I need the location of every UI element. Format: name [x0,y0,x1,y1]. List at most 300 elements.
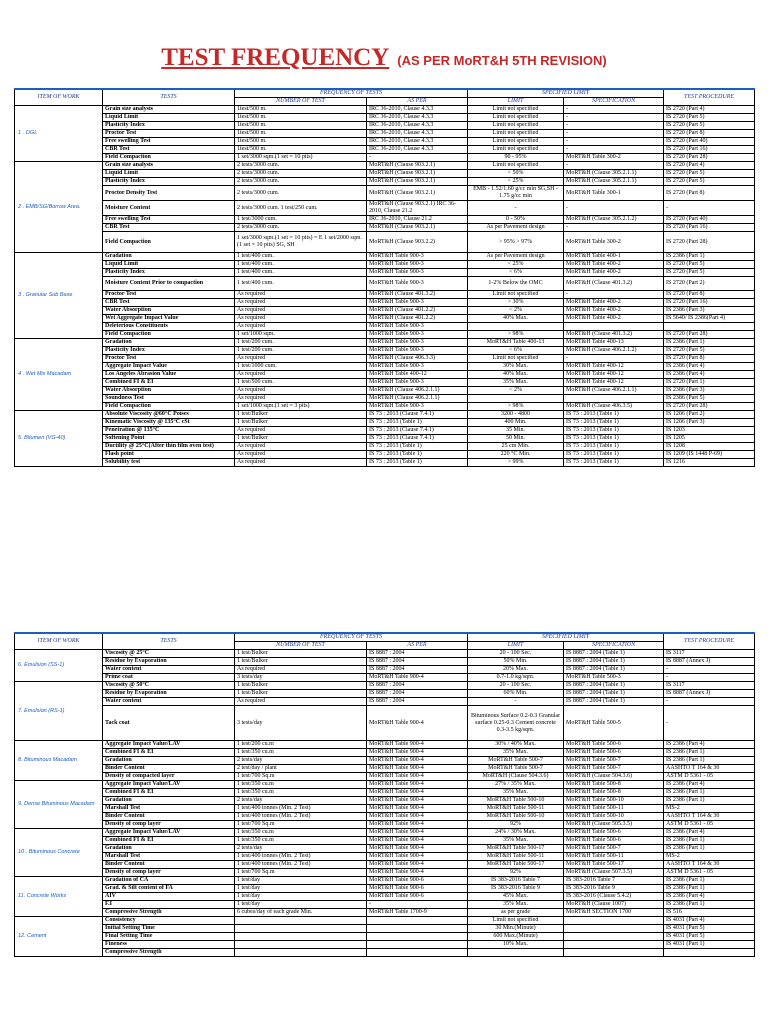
limit-cell: 60% Min. [468,690,564,698]
as-per-cell: MoRT&H (Clause 903.2.1) [367,170,468,178]
header-specification: SPECIFICATION [564,642,664,650]
frequency-cell: 1 test/Bulker [235,658,367,666]
frequency-cell: 1 test/700 Sq.m [235,821,367,829]
specification-cell: MoRT&H Table 500-8 [564,781,664,789]
specification-cell: MoRT&H Table 500-5 [564,706,664,741]
procedure-cell: IS 1208 [664,443,755,451]
frequency-cell: 1 test/Bulker [235,435,367,443]
procedure-cell: IS 2386 (Part 1) [664,789,755,797]
limit-cell: MoRT&H (Clause 504.3.6) [468,773,564,781]
limit-cell: Limit not specified [468,355,564,363]
table-row [15,178,755,186]
procedure-cell: IS 2386 (Part 4) [664,363,755,371]
item-of-work-cell: 8. Bituminous Macadam [15,741,103,781]
frequency-cell: As required [235,451,367,459]
limit-cell: 35 Min. [468,427,564,435]
frequency-cell: 1 test/Bulker [235,682,367,690]
procedure-cell: AASHTO T 164 & 30 [664,861,755,869]
as-per-cell: MoRT&H (Clause 903.2.1) IRC 36-2010, Clause 21.2 [367,201,468,216]
table-body-1 [15,106,755,467]
limit-cell: 50 Min. [468,435,564,443]
as-per-cell: IRC 36-2010, Clause 4.3.3 [367,146,468,154]
frequency-cell: As required [235,427,367,435]
limit-cell: > 99% [468,459,564,467]
frequency-cell: 1 test/500 cum. [235,379,367,387]
as-per-cell: MoRT&H Table 900-4 [367,749,468,757]
test-name-cell: Field Compaction [103,232,235,253]
procedure-cell: IS 2720 (Part 28) [664,232,755,253]
header-specified-limit: SPECIFIED LIMIT [468,89,664,98]
as-per-cell: MoRT&H Table 900-4 [367,757,468,765]
frequency-cell: 1test/500 m. [235,130,367,138]
as-per-cell: IS 8887 : 2004 [367,698,468,706]
frequency-cell: 1 test/350 cu.m [235,789,367,797]
table-row [15,253,755,261]
procedure-cell: IS 3117 [664,682,755,690]
test-name-cell: Ductility @ 25°C(After thin film oven test) [103,443,235,451]
item-of-work-cell: 7. Emulsion (RS-1) [15,682,103,741]
limit-cell: 25 cm Min. [468,443,564,451]
table-row [15,698,755,706]
test-name-cell: AIV [103,893,235,901]
limit-cell: MoRT&H Table 500-10 [468,813,564,821]
as-per-cell: MoRT&H (Clause 401.3.2) [367,291,468,299]
limit-cell: 20 - 100 Sec. [468,650,564,658]
procedure-cell: MS-2 [664,853,755,861]
specification-cell: MoRT&H (Clause 1007) [564,901,664,909]
limit-cell: 40% Max. [468,315,564,323]
limit-cell: 35% Max. [468,901,564,909]
test-name-cell: Density of comp layer [103,869,235,877]
test-name-cell: Combined FI & EI [103,749,235,757]
limit-cell: Limit not specified [468,130,564,138]
as-per-cell: MoRT&H Table 900-4 [367,845,468,853]
specification-cell: IS 8887 : 2004 (Table 1) [564,666,664,674]
procedure-cell: IS 1206 (Part 3) [664,419,755,427]
as-per-cell: MoRT&H Table 900-4 [367,706,468,741]
test-name-cell: Grad. & Silt content of FA [103,885,235,893]
limit-cell: 30% / 40% Max. [468,741,564,749]
frequency-cell: 2 tests/day [235,757,367,765]
specification-cell: MoRT&H Table 500-17 [564,861,664,869]
specification-cell: MoRT&H Table 500-10 [564,797,664,805]
page-2 [14,632,754,957]
test-name-cell: Consistency [103,917,235,925]
as-per-cell: MoRT&H Table 900-3 [367,363,468,371]
test-name-cell: Field Compaction [103,403,235,411]
specification-cell: MoRT&H Table 400-12 [564,379,664,387]
procedure-cell: IS 2720 (Part 5) [664,114,755,122]
item-of-work-cell: 10 . Bituminous Concrete [15,829,103,877]
frequency-cell: 1 test/700 Sq.m [235,869,367,877]
procedure-cell: IS 4031 (Part 1) [664,941,755,949]
specification-cell: MoRT&H Table 500-11 [564,805,664,813]
page-subtitle: (AS PER MoRT&H 5TH REVISION) [397,53,607,68]
table-row [15,837,755,845]
header-frequency: FREQUENCY OF TESTS [235,89,468,98]
as-per-cell: IRC 36-2010, Clause 4.3.3 [367,114,468,122]
procedure-cell: IS 2720 (Part 5) [664,170,755,178]
table-row [15,757,755,765]
procedure-cell: IS 2386 (Part 5) [664,395,755,403]
frequency-cell: As required [235,443,367,451]
test-name-cell: Proctor Density Test [103,186,235,201]
specification-cell: MoRT&H Table 400-2 [564,307,664,315]
frequency-cell: 1 test/400 cum. [235,261,367,269]
limit-cell: 92% [468,821,564,829]
as-per-cell: IS 8887 : 2004 [367,682,468,690]
table-row [15,749,755,757]
limit-cell: < 6% [468,347,564,355]
table-row [15,805,755,813]
limit-cell: < 50% [468,170,564,178]
limit-cell: < 25% [468,178,564,186]
specification-cell: MoRT&H Table 500-6 [564,749,664,757]
limit-cell [468,323,564,331]
procedure-cell: IS 1216 [664,459,755,467]
specification-cell: IS 73 : 2013 (Table 1) [564,419,664,427]
specification-cell [564,949,664,957]
frequency-cell: 2 tests/3000 cum. [235,186,367,201]
header-item-of-work: ITEM OF WORK [15,89,103,106]
specification-cell: MoRT&H Table 300-2 [564,154,664,162]
frequency-cell: 1 test/Bulker [235,419,367,427]
as-per-cell: IS 73 : 2013 (Table 1) [367,443,468,451]
procedure-cell: IS 516 [664,909,755,917]
table-row [15,893,755,901]
specification-cell: - [564,106,664,114]
as-per-cell: MoRT&H Table 900-3 [367,253,468,261]
procedure-cell: IS 2386 (Part 1) [664,845,755,853]
table-row [15,933,755,941]
table-row [15,347,755,355]
table-row [15,355,755,363]
as-per-cell: MoRT&H Table 900-6 [367,885,468,893]
test-name-cell: Solubility test [103,459,235,467]
table-row [15,411,755,419]
limit-cell: Limit not specified [468,291,564,299]
test-name-cell: CBR Test [103,224,235,232]
as-per-cell: IS 73 : 2013 (Table 1) [367,419,468,427]
test-name-cell: Proctor Test [103,130,235,138]
as-per-cell: IS 73 : 2013 (Table 1) [367,451,468,459]
header-limit: LIMIT [468,642,564,650]
frequency-cell: 1 test/3000 cum. [235,216,367,224]
as-per-cell: IS 8887 : 2004 [367,690,468,698]
frequency-cell: 1 test/400 cum. [235,253,367,261]
limit-cell: 35% Max. [468,789,564,797]
as-per-cell: MoRT&H (Clause 406.3.3) [367,355,468,363]
specification-cell: MoRT&H Table 500-10 [564,813,664,821]
procedure-cell: IS 2720 (Part 16) [664,299,755,307]
limit-cell: Limit not specified [468,114,564,122]
table-row [15,307,755,315]
procedure-cell: IS 2386 (Part 4) [664,893,755,901]
frequency-cell: 2 tests/day [235,797,367,805]
item-of-work-cell: 11. Concrete Works [15,877,103,917]
frequency-cell: As required [235,323,367,331]
as-per-cell: MoRT&H Table 900-4 [367,741,468,749]
as-per-cell: MoRT&H Table 900-4 [367,813,468,821]
procedure-cell: IS 5640/ IS 2386(Part 4) [664,315,755,323]
item-of-work-cell: 2 . EMB/SG/Borrow Area. [15,162,103,253]
table-row [15,315,755,323]
header-tests: TESTS [103,89,235,106]
as-per-cell: MoRT&H (Clause 903.2.2) [367,232,468,253]
as-per-cell: IS 73 : 2013 (Clause 7.4.1) [367,411,468,419]
table-row [15,323,755,331]
test-name-cell: Gradation [103,845,235,853]
specification-cell: IS 8887 : 2004 (Table 1) [564,682,664,690]
specification-cell: - [564,201,664,216]
specification-cell: MoRT&H (Clause 305.2.1.1) [564,178,664,186]
test-name-cell: CBR Test [103,299,235,307]
frequency-cell: 1test/500 m. [235,114,367,122]
specification-cell: MoRT&H (Clause 406.2.1.1) [564,387,664,395]
test-name-cell: Binder Content [103,813,235,821]
as-per-cell: IRC 36-2010, Clause 4.3.3 [367,122,468,130]
table-row [15,909,755,917]
as-per-cell: MoRT&H Table 900-3 [367,403,468,411]
procedure-cell: - [664,698,755,706]
as-per-cell: MoRT&H Table 900-4 [367,829,468,837]
limit-cell: < 6% [468,269,564,277]
specification-cell: MoRT&H (Clause 406.3.5) [564,403,664,411]
table-row [15,232,755,253]
table-row [15,821,755,829]
limit-cell: Limit not specified [468,106,564,114]
frequency-cell: 1 test/1000 cum. [235,363,367,371]
frequency-cell: 1 set/3000 sqm.(1 set = 10 pits) [235,154,367,162]
specification-cell: IS 383-2016 Table 9 [564,885,664,893]
procedure-cell: MS-2 [664,805,755,813]
specification-cell [564,323,664,331]
limit-cell: - [468,201,564,216]
as-per-cell: IRC 36-2010, Clause 4.3.3 [367,138,468,146]
procedure-cell: - [664,201,755,216]
as-per-cell: MoRT&H (Clause 903.2.1) [367,162,468,170]
item-of-work-cell: 4 . Wet Mix Macadam [15,339,103,411]
as-per-cell [367,949,468,957]
test-name-cell: Density of comp layer [103,821,235,829]
limit-cell: IS 383-2016 Table 9 [468,885,564,893]
specification-cell: MoRT&H Table 500-7 [564,765,664,773]
test-name-cell: Flash point [103,451,235,459]
test-name-cell: Plasticity Index [103,347,235,355]
test-name-cell: Proctor Test [103,355,235,363]
frequency-cell: 1 test/day [235,877,367,885]
table-row [15,435,755,443]
test-name-cell: Viscosity @ 25°C [103,650,235,658]
as-per-cell: MoRT&H Table 900-4 [367,805,468,813]
frequency-cell: 1 test/400 cum. [235,269,367,277]
frequency-cell: 1 test/200 cu.m [235,741,367,749]
test-name-cell: Marshall Test [103,853,235,861]
specification-cell: IS 73 : 2013 (Table 1) [564,443,664,451]
as-per-cell: MoRT&H (Clause 406.2.1.1) [367,395,468,403]
limit-cell: 92% [468,869,564,877]
limit-cell: > 98% [468,331,564,339]
as-per-cell: MoRT&H (Clause 406.2.1.1) [367,387,468,395]
header-as-per: AS PER [367,642,468,650]
limit-cell: Bituminous Surface 0.2-0.3 Granular surface 0.25-0.3 Cement concrete 0.3-3.5 kg/sqm. [468,706,564,741]
limit-cell: As per Pavement design [468,253,564,261]
test-name-cell: Wet Aggregate Impact Value [103,315,235,323]
specification-cell: MoRT&H (Clause 305.2.1.1) [564,170,664,178]
test-name-cell: Gradation [103,253,235,261]
procedure-cell: IS 2720 (Part 28) [664,331,755,339]
frequency-cell: 1 test/350 cu.m [235,781,367,789]
specification-cell: MoRT&H Table 400-2 [564,269,664,277]
table-row [15,789,755,797]
frequency-cell: As required [235,395,367,403]
test-name-cell: Prime coat [103,674,235,682]
as-per-cell: MoRT&H Table 900-3 [367,323,468,331]
limit-cell: < 25% [468,261,564,269]
limit-cell: as per grade [468,909,564,917]
frequency-cell: As required [235,459,367,467]
procedure-cell: IS 4031 (Part 5) [664,933,755,941]
procedure-cell: AASHTO T 164 & 30 [664,813,755,821]
limit-cell: Limit not specified [468,138,564,146]
as-per-cell: MoRT&H Table 900-4 [367,797,468,805]
frequency-cell: As required [235,666,367,674]
table-row [15,861,755,869]
test-name-cell: Liquid Limit [103,261,235,269]
limit-cell: Limit not specified [468,917,564,925]
frequency-cell [235,941,367,949]
test-frequency-table-1 [14,88,755,467]
frequency-cell: As required [235,299,367,307]
table-row [15,690,755,698]
frequency-cell: 1test/500 m. [235,146,367,154]
procedure-cell: IS 2386 (Part 4) [664,829,755,837]
limit-cell: > 98% [468,403,564,411]
procedure-cell [664,323,755,331]
limit-cell: MoRT&H Table 500-11 [468,853,564,861]
as-per-cell: MoRT&H Table 900-4 [367,869,468,877]
as-per-cell: MoRT&H Table 900-4 [367,781,468,789]
specification-cell: MoRT&H Table 400-13 [564,339,664,347]
procedure-cell: ASTM D 5361 - 05 [664,869,755,877]
limit-cell: EMB - 1.52/1.60 g/cc min SG,SH - 1.75 g/cc min [468,186,564,201]
test-name-cell: Compressive Strength [103,949,235,957]
table-body-2 [15,650,755,957]
limit-cell: > 95% > 97% [468,232,564,253]
table-row [15,130,755,138]
table-row [15,682,755,690]
procedure-cell: IS 2386 (Part 1) [664,885,755,893]
as-per-cell: MoRT&H Table 900-4 [367,674,468,682]
test-name-cell: Kinematic Viscosity @ 135°C cSt [103,419,235,427]
table-row [15,451,755,459]
limit-cell: < 2% [468,387,564,395]
limit-cell: 50% Min. [468,658,564,666]
frequency-cell: 2 tests/3000 cum. 1 test/250 cum. [235,201,367,216]
frequency-cell: 1 test/200 cum. [235,347,367,355]
table-row [15,146,755,154]
specification-cell [564,917,664,925]
as-per-cell: IS 73 : 2013 (Clause 7.4.1) [367,427,468,435]
test-name-cell: Combined FI & EI [103,837,235,845]
limit-cell: 45% Max. [468,893,564,901]
procedure-cell: IS 2720 (Part 2) [664,277,755,291]
frequency-cell: 1 set/1000 sqm.(1 set = 3 pits) [235,403,367,411]
frequency-cell: 1 test/day [235,885,367,893]
as-per-cell: MoRT&H (Clause 903.2.1) [367,178,468,186]
frequency-cell: 1 test/350 cu.m [235,829,367,837]
procedure-cell: IS 4031 (Part 5) [664,925,755,933]
table-row [15,224,755,232]
specification-cell: MoRT&H Table 300-2 [564,232,664,253]
frequency-cell [235,949,367,957]
table-row [15,387,755,395]
as-per-cell: IS 73 : 2013 (Table 1) [367,459,468,467]
header-number-of-test: NUMBER OF TEST [235,98,367,106]
procedure-cell: IS 2386 (Part 1) [664,901,755,909]
procedure-cell: - [664,674,755,682]
specification-cell: MoRT&H Table 400-12 [564,371,664,379]
test-name-cell: Aggregate Impact Value/LAV [103,741,235,749]
table-row [15,106,755,114]
header-item-of-work: ITEM OF WORK [15,633,103,650]
specification-cell [564,941,664,949]
frequency-cell: 2 test/day / plant [235,765,367,773]
item-of-work-cell: 5. Bitumen (VG-40) [15,411,103,467]
frequency-cell: 2 tests/day [235,845,367,853]
table-row [15,379,755,387]
specification-cell: MoRT&H Table 500-7 [564,757,664,765]
as-per-cell [367,933,468,941]
specification-cell: MoRT&H (Clause 305.2.1.2) [564,216,664,224]
test-name-cell: Initial Setting Time [103,925,235,933]
table-row [15,845,755,853]
specification-cell: IS 8887 : 2004 (Table 1) [564,658,664,666]
frequency-cell: As required [235,387,367,395]
procedure-cell: IS 1209 (IS 1448 P-69) [664,451,755,459]
limit-cell: 220 °C Min. [468,451,564,459]
as-per-cell: MoRT&H (Clause 903.2.1) [367,186,468,201]
procedure-cell: IS 1206 (Part 2) [664,411,755,419]
table-row [15,371,755,379]
test-name-cell: Liquid Limit [103,170,235,178]
as-per-cell: MoRT&H Table 1700-9 [367,909,468,917]
frequency-cell: 1 test/400 tonnes (Min. 2 Test) [235,813,367,821]
table-row [15,403,755,411]
header-test-procedure: TEST PROCEDURE [664,633,755,650]
as-per-cell: MoRT&H (Clause 401.2.2) [367,307,468,315]
title-block [14,44,754,88]
header-specified-limit: SPECIFIED LIMIT [468,633,664,642]
test-name-cell: Density of compacted layer [103,773,235,781]
procedure-cell: IS 2720 (Part 5) [664,269,755,277]
limit-cell: 90 - 95% [468,154,564,162]
procedure-cell: IS 2720 (Part 16) [664,146,755,154]
test-name-cell: Tack coat [103,706,235,741]
frequency-cell: As required [235,315,367,323]
page-1 [14,44,754,467]
header-as-per: AS PER [367,98,468,106]
table-row [15,299,755,307]
procedure-cell: IS 2720 (Part 8) [664,186,755,201]
as-per-cell: IS 8887 : 2004 [367,658,468,666]
frequency-cell: 2 tests/3000 cum. [235,224,367,232]
procedure-cell: IS 2720 (Part 40) [664,216,755,224]
as-per-cell: MoRT&H Table 900-4 [367,773,468,781]
specification-cell: MoRT&H Table 500-6 [564,837,664,845]
test-name-cell: Water Absorption [103,387,235,395]
procedure-cell: IS 2386 (Part 1) [664,877,755,885]
